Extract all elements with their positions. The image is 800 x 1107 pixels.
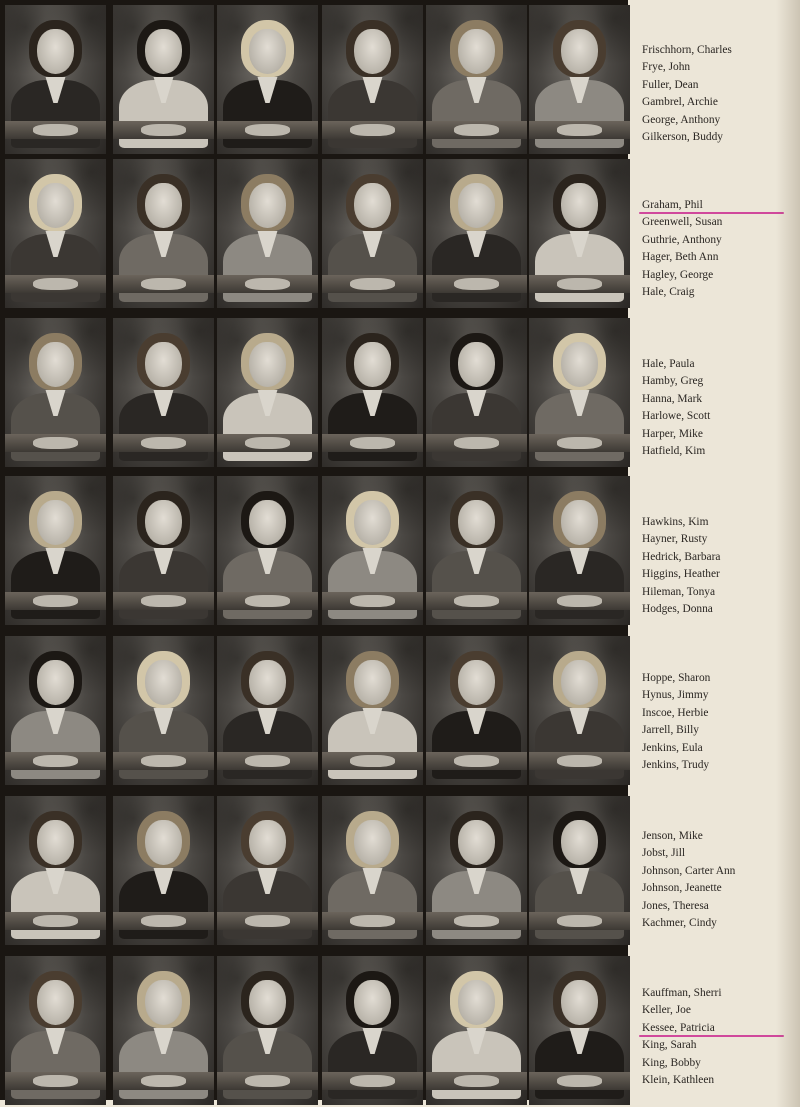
student-name: Hale, Craig — [642, 286, 695, 299]
name-list — [642, 356, 782, 460]
student-portrait — [217, 159, 318, 308]
student-portrait — [113, 476, 214, 625]
name-list — [642, 197, 782, 301]
student-name: Hawkins, Kim — [642, 516, 709, 528]
student-portrait — [113, 5, 214, 154]
student-name: Gilkerson, Buddy — [642, 131, 723, 144]
name-list — [642, 670, 782, 774]
student-portrait — [529, 318, 630, 467]
student-portrait — [529, 159, 630, 308]
student-name: Jobst, Jill — [642, 847, 686, 860]
student-name: Jenkins, Trudy — [642, 759, 710, 772]
student-portrait — [5, 796, 106, 945]
student-portrait — [322, 636, 423, 785]
student-name: Hager, Beth Ann — [642, 251, 719, 264]
student-name: Hedrick, Barbara — [642, 550, 721, 563]
student-portrait — [217, 5, 318, 154]
student-name: Jarrell, Billy — [642, 724, 699, 737]
student-name: Hynus, Jimmy — [642, 689, 709, 702]
name-list — [642, 828, 782, 932]
student-name: Harlowe, Scott — [642, 410, 711, 423]
name-list — [642, 985, 782, 1089]
student-name: Hayner, Rusty — [642, 533, 708, 546]
student-name: Fuller, Dean — [642, 78, 699, 91]
student-name: Gambrel, Archie — [642, 96, 718, 109]
student-portrait — [529, 956, 630, 1105]
student-name: Hagley, George — [642, 268, 714, 281]
student-name: Hanna, Mark — [642, 392, 703, 405]
name-list — [642, 514, 782, 618]
student-portrait — [529, 636, 630, 785]
student-portrait — [5, 159, 106, 308]
student-portrait — [322, 159, 423, 308]
student-portrait — [113, 318, 214, 467]
page-edge-shadow — [776, 0, 800, 1107]
student-portrait — [217, 636, 318, 785]
student-portrait — [113, 956, 214, 1105]
student-name: Keller, Joe — [642, 1004, 691, 1017]
student-portrait — [529, 796, 630, 945]
student-name: Hale, Paula — [642, 358, 695, 370]
student-name: King, Sarah — [642, 1039, 697, 1052]
student-name: Hoppe, Sharon — [642, 672, 711, 684]
student-portrait — [529, 476, 630, 625]
student-name: Graham, Phil — [642, 197, 782, 214]
student-name: Kauffman, Sherri — [642, 987, 722, 999]
student-portrait — [322, 318, 423, 467]
student-portrait — [217, 318, 318, 467]
student-portrait — [322, 796, 423, 945]
student-name: Frye, John — [642, 61, 691, 74]
student-portrait — [426, 318, 527, 467]
student-portrait — [5, 5, 106, 154]
student-name: Klein, Kathleen — [642, 1074, 715, 1087]
student-portrait — [5, 318, 106, 467]
student-name: Johnson, Carter Ann — [642, 864, 736, 877]
student-portrait — [113, 159, 214, 308]
student-portrait — [322, 476, 423, 625]
name-list — [642, 42, 782, 146]
student-name: Greenwell, Susan — [642, 216, 723, 229]
student-portrait — [426, 476, 527, 625]
student-portrait — [426, 159, 527, 308]
student-portrait — [217, 476, 318, 625]
student-portrait — [217, 796, 318, 945]
student-portrait — [426, 5, 527, 154]
student-name: Hodges, Donna — [642, 603, 713, 616]
student-name: George, Anthony — [642, 113, 721, 126]
student-name: Hatfield, Kim — [642, 445, 706, 458]
student-portrait — [113, 636, 214, 785]
student-name: Kessee, Patricia — [642, 1020, 782, 1037]
student-name: Hamby, Greg — [642, 375, 704, 388]
student-name: Higgins, Heather — [642, 568, 720, 581]
student-portrait — [529, 5, 630, 154]
student-name: Harper, Mike — [642, 427, 703, 440]
student-portrait — [5, 956, 106, 1105]
student-name: Johnson, Jeanette — [642, 882, 722, 895]
student-name: Jenson, Mike — [642, 830, 703, 842]
student-portrait — [5, 476, 106, 625]
student-name: Guthrie, Anthony — [642, 233, 722, 246]
student-portrait — [426, 796, 527, 945]
student-portrait — [426, 636, 527, 785]
student-name: Jones, Theresa — [642, 899, 709, 912]
student-portrait — [322, 956, 423, 1105]
student-portrait — [322, 5, 423, 154]
student-name: Hileman, Tonya — [642, 585, 716, 598]
student-name: King, Bobby — [642, 1056, 701, 1069]
student-name: Frischhorn, Charles — [642, 44, 732, 56]
student-portrait — [217, 956, 318, 1105]
student-name: Jenkins, Eula — [642, 741, 703, 754]
student-portrait — [113, 796, 214, 945]
student-portrait — [426, 956, 527, 1105]
student-name: Kachmer, Cindy — [642, 917, 717, 930]
student-name: Inscoe, Herbie — [642, 706, 709, 719]
student-portrait — [5, 636, 106, 785]
